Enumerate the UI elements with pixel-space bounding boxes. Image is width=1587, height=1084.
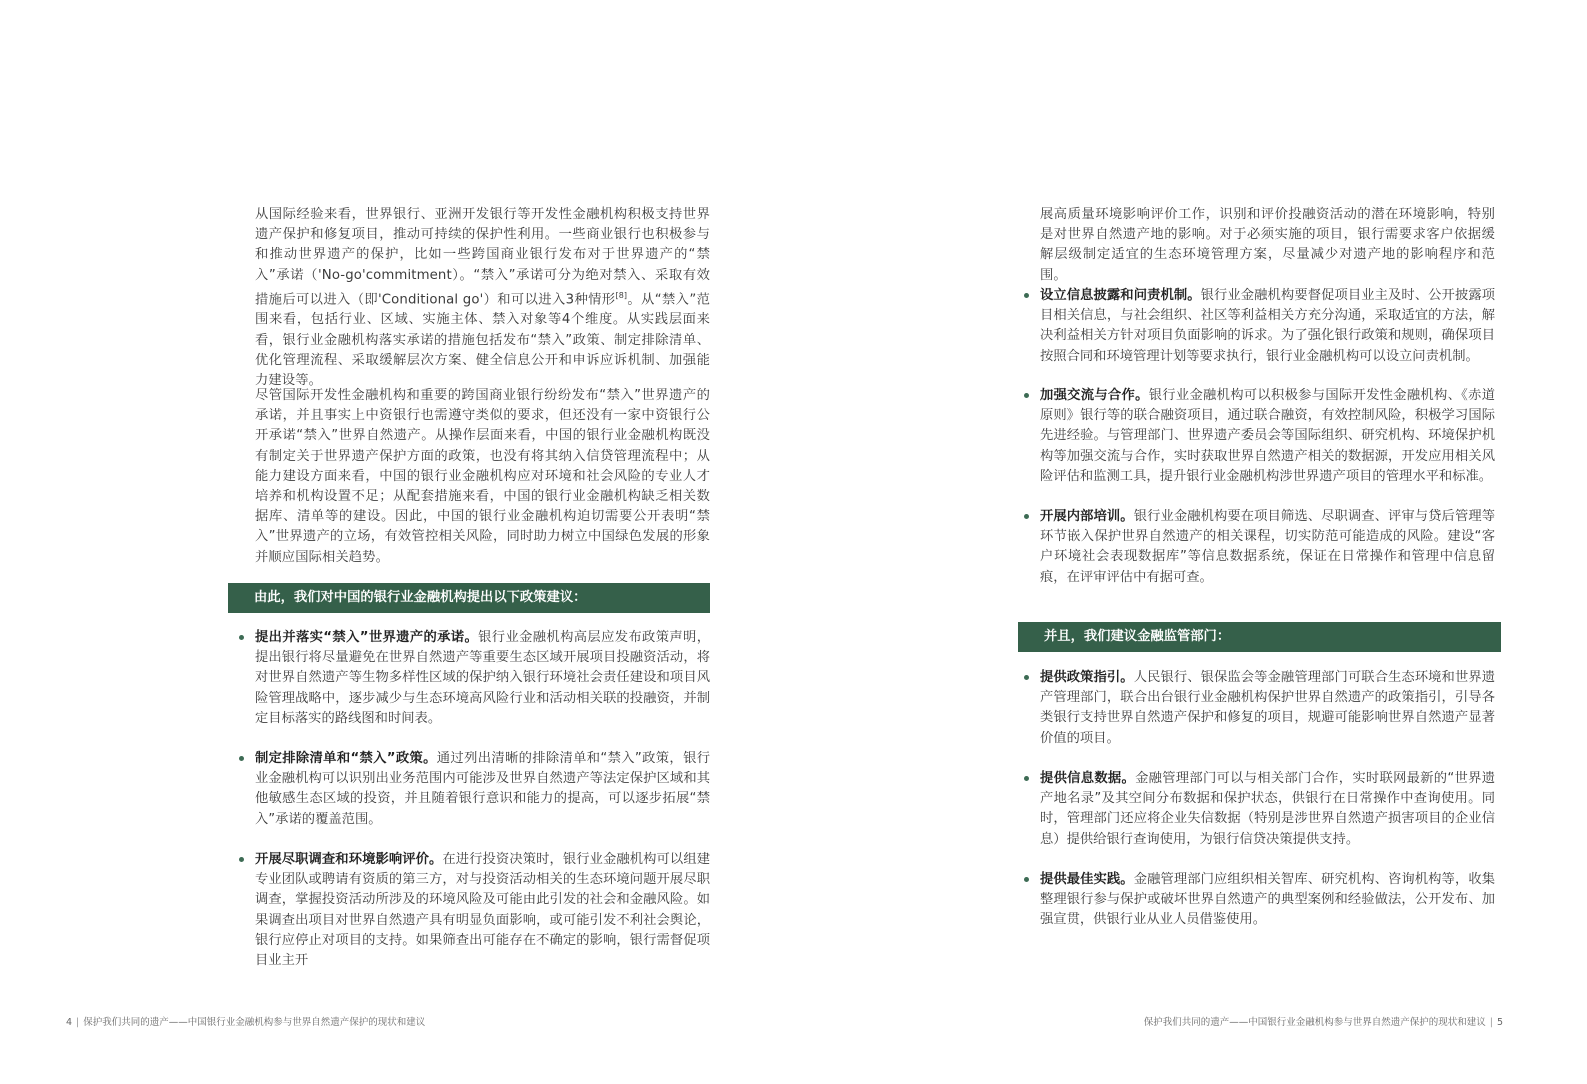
bullet-dot-icon [1024, 675, 1029, 680]
running-title: 保护我们共同的遗产——中国银行业金融机构参与世界自然遗产保护的现状和建议 [83, 1017, 426, 1028]
left-page-footer: 4 | 保护我们共同的遗产——中国银行业金融机构参与世界自然遗产保护的现状和建议 [66, 1017, 426, 1028]
bullet-dot-icon [239, 756, 244, 761]
page-number: 5 [1496, 1017, 1503, 1028]
policy-recommendations-banner: 由此，我们对中国的银行业金融机构提出以下政策建议： [228, 583, 710, 613]
bullet-dot-icon [1024, 776, 1029, 781]
bullet-dot-icon [239, 635, 244, 640]
bullet-dot-icon [1024, 514, 1029, 519]
list-item: 提供最佳实践。金融管理部门应组织相关智库、研究机构、咨询机构等，收集整理银行参与保护或破坏世界自然遗产的典型案例和经验做法，公开发布、加强宣贯，供银行业从业人员借鉴使用。 [1040, 870, 1495, 931]
list-item: 设立信息披露和问责机制。银行业金融机构要督促项目业主及时、公开披露项目相关信息，与社会组织、社区等利益相关方充分沟通，采取适宜的方法，解决利益相关方针对项目负面影响的诉求。为了强化银行政策和规则，确保项目按照合同和环境管理计划等要求执行，银行业金融机构可以设立问责机制。 [1040, 286, 1495, 367]
right-continuation-paragraph: 展高质量环境影响评价工作，识别和评价投融资活动的潜在环境影响，特别是对世界自然遗产地的影响。对于必须实施的项目，银行需要求客户依据缓解层级制定适宜的生态环境管理方案，尽量减少对遗产地的影响程序和范围。 [1040, 207, 1495, 283]
bullet-dot-icon [239, 857, 244, 862]
regulator-recommendations-banner: 并且，我们建议金融监管部门： [1018, 622, 1501, 652]
list-item: 开展内部培训。银行业金融机构要在项目筛选、尽职调查、评审与贷后管理等环节嵌入保护世界自然遗产的相关课程，切实防范可能造成的风险。建设“客户环境社会表现数据库”等信息数据系统，保证在日常操作和管理中信息留痕，在评审评估中有据可查。 [1040, 507, 1495, 588]
list-item: 制定排除清单和“禁入”政策。通过列出清晰的排除清单和“禁入”政策，银行业金融机构可以识别出业务范围内可能涉及世界自然遗产等法定保护区域和其他敏感生态区域的投资，并且随着银行意识和能力的提高，可以逐步拓展“禁入”承诺的覆盖范围。 [255, 749, 710, 830]
left-paragraph-1: 从国际经验来看，世界银行、亚洲开发银行等开发性金融机构积极支持世界遗产保护和修复项目，推动可持续的保护性利用。一些商业银行也积极参与和推动世界遗产的保护，比如一些跨国商业银行发布对于世界遗产的“禁入”承诺（'No-go'commitment）。“禁入”承诺可分为绝对禁入、采取有效措施后可以进入（即'Conditional go'）和可以进入3种情形[8]。从“禁入”范围来看，包括行业、区域、实施主体、禁入对象等4个维度。从实践层面来看，银行业金融机构落实承诺的措施包括发布“禁入”政策、制定排除清单、优化管理流程、采取缓解层次方案、健全信息公开和申诉应诉机制、加强能力建设等。 [255, 207, 710, 389]
list-item: 提供政策指引。人民银行、银保监会等金融管理部门可联合生态环境和世界遗产管理部门，联合出台银行业金融机构保护世界自然遗产的政策指引，引导各类银行支持世界自然遗产保护和修复的项目，规避可能影响世界自然遗产显著价值的项目。 [1040, 668, 1495, 749]
list-item: 提出并落实“禁入”世界遗产的承诺。银行业金融机构高层应发布政策声明，提出银行将尽量避免在世界自然遗产等重要生态区域开展项目投融资活动，将对世界自然遗产等生物多样性区域的保护纳入银行环境社会责任建设和项目风险管理战略中，逐步减少与生态环境高风险行业和活动相关联的投融资，并制定目标落实的路线图和时间表。 [255, 628, 710, 729]
list-item: 开展尽职调查和环境影响评价。在进行投资决策时，银行业金融机构可以组建专业团队或聘请有资质的第三方，对与投资活动相关的生态环境问题开展尽职调查，掌握投资活动所涉及的环境风险及可能由此引发的社会和金融风险。如果调查出项目对世界自然遗产具有明显负面影响，或可能引发不利社会舆论，银行应停止对项目的支持。如果筛查出可能存在不确定的影响，银行需督促项目业主开 [255, 850, 710, 971]
list-item: 提供信息数据。金融管理部门可以与相关部门合作，实时联网最新的“世界遗产地名录”及其空间分布数据和保护状态，供银行在日常操作中查询使用。同时，管理部门还应将企业失信数据（特别是涉世界自然遗产损害项目的企业信息）提供给银行查询使用，为银行信贷决策提供支持。 [1040, 769, 1495, 850]
left-paragraph-2: 尽管国际开发性金融机构和重要的跨国商业银行纷纷发布“禁入”世界遗产的承诺，并且事实上中资银行也需遵守类似的要求，但还没有一家中资银行公开承诺“禁入”世界自然遗产。从操作层面来看，中国的银行业金融机构既没有制定关于世界遗产保护方面的政策，也没有将其纳入信贷管理流程中；从能力建设方面来看，中国的银行业金融机构应对环境和社会风险的专业人才培养和机构设置不足；从配套措施来看，中国的银行业金融机构缺乏相关数据库、清单等的建设。因此，中国的银行业金融机构迫切需要公开表明“禁入”世界遗产的立场，有效管控相关风险，同时助力树立中国绿色发展的形象并顺应国际相关趋势。 [255, 388, 710, 565]
page-number: 4 [66, 1017, 73, 1028]
bullet-dot-icon [1024, 293, 1029, 298]
bullet-dot-icon [1024, 393, 1029, 398]
running-title: 保护我们共同的遗产——中国银行业金融机构参与世界自然遗产保护的现状和建议 [1143, 1017, 1486, 1028]
list-item: 加强交流与合作。银行业金融机构可以积极参与国际开发性金融机构、《赤道原则》银行等的联合融资项目，通过联合融资，有效控制风险，积极学习国际先进经验。与管理部门、世界遗产委员会等国际组织、研究机构、环境保护机构等加强交流与合作，实时获取世界自然遗产相关的数据源，开发应用相关风险评估和监测工具，提升银行业金融机构涉世界遗产项目的管理水平和标准。 [1040, 386, 1495, 487]
right-page-footer: 保护我们共同的遗产——中国银行业金融机构参与世界自然遗产保护的现状和建议 | 5 [1143, 1017, 1503, 1028]
bullet-dot-icon [1024, 877, 1029, 882]
